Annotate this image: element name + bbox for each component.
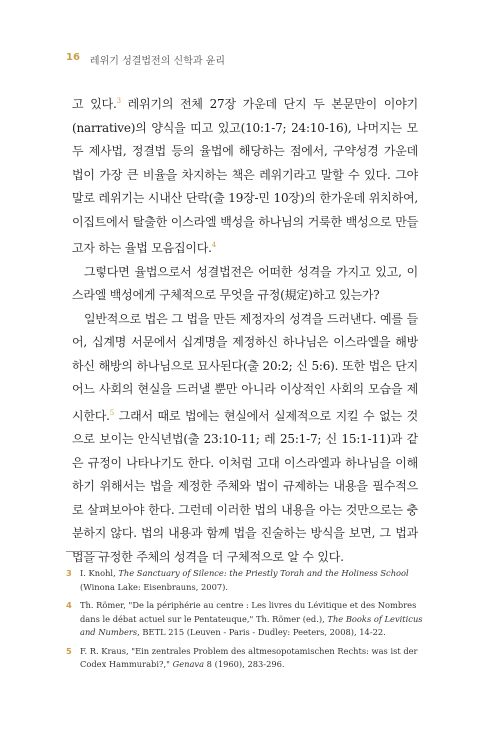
text-run: 그렇다면 율법으로서 성결법전은 어떠한 성격을 가지고 있고, 이스라엘 백성에게 구체적으로 무엇을 규정(規定)하고 있는가? — [72, 264, 418, 302]
footnote-ref-4[interactable]: 4 — [211, 241, 217, 249]
text-run: 일반적으로 법은 그 법을 만든 제정자의 성격을 드러낸다. 예를 들어, 십계명 서문에서 십계명을 제정하신 하나님은 이스라엘을 해방하신 해방의 하나님으로 묘사된다(출 20:2; 신 5:6). 또한 법은 단지 어느 사회의 현실을 드러낼 뿐만 아니라 이상적인 사회의 모습을 제시한다. — [72, 311, 418, 423]
text-run: (Winona Lake: Eisenbrauns, 2007). — [80, 581, 229, 592]
running-header — [66, 52, 225, 67]
text-run: 8 (1960), 283-296. — [204, 659, 285, 669]
footnote-number: 3 — [66, 568, 72, 578]
footnote-divider — [66, 551, 102, 552]
book-title: The Books of Leviticus and Numbers — [80, 613, 423, 637]
text-run: 레위기의 전체 27장 가운데 단지 두 본문만이 이야기(narrative)의 양식을 띠고 있고(10:1-7; 24:10-16), 나머지는 모두 제사법, 정결법 등의 율법에 해당하는 점에서, 구약성경 가운데 법이 가장 큰 비율을 차지하는 책은 레위기라고 말할 수 있다. 그야말로 레위기는 시내산 단락(출 19장-민 10장)의 한가운데 위치하여, 이집트에서 탈출한 이스라엘 백성을 하나님의 거룩한 백성으로 만들고자 하는 율법 모음집이다. — [72, 97, 418, 255]
text-run: 고 있다. — [72, 97, 117, 111]
footnotes — [66, 567, 426, 677]
text-run: Th. Römer, "De la périphérie au centre : Les livres du Lévitique et des Nombres dans le débat actuel sur le Pentateuque," Th. Römer (ed.), — [80, 600, 417, 624]
footnote-number: 4 — [66, 600, 72, 610]
body-text — [72, 90, 418, 569]
footnote-number: 5 — [66, 645, 72, 656]
footnote-3 — [66, 567, 426, 594]
text-run: 그래서 때로 법에는 현실에서 실제적으로 지킬 수 없는 것으로 보이는 안식년법(출 23:10-11; 레 25:1-7; 신 15:1-11)과 같은 규정이 나타나기도 한다. 이처럼 고대 이스라엘과 하나님을 이해하기 위해서는 법을 제정한 주체와 법이 규제하는 내용을 필수적으로 살펴보아야 한다. 그런데 이러한 법의 내용을 아는 것만으로는 충분하지 않다. 법의 내용과 함께 법을 진술하는 방식을 보면, 그 법과 법을 규정한 주체의 성격을 더 구체적으로 알 수 있다. — [72, 408, 418, 564]
footnote-4 — [66, 599, 426, 640]
footnote-text — [80, 645, 426, 672]
paragraph-3 — [72, 308, 418, 570]
text-run: , BETL 215 (Leuven - Paris - Dudley: Peeters, 2008), 14-22. — [137, 627, 386, 637]
journal-title: Genava — [172, 659, 205, 669]
book-title: The Sanctuary of Silence: the Priestly Torah and the Holiness School — [118, 568, 409, 578]
text-run: F. R. Kraus, "Ein zentrales Problem des altmesopotamischen Rechts: was ist der Codex Hammurabi?," — [80, 645, 418, 669]
paragraph-1 — [72, 90, 418, 261]
text-run: I. Knohl, — [80, 568, 119, 578]
footnote-text — [80, 599, 426, 640]
running-title: 레위기 성결법전의 신학과 윤리 — [89, 56, 226, 67]
footnote-ref-3[interactable]: 3 — [116, 97, 121, 105]
paragraph-2 — [72, 261, 418, 308]
footnote-5 — [66, 645, 426, 672]
footnote-ref-5[interactable]: 5 — [109, 408, 115, 417]
footnote-text — [80, 567, 426, 594]
page-number: 16 — [66, 52, 80, 63]
